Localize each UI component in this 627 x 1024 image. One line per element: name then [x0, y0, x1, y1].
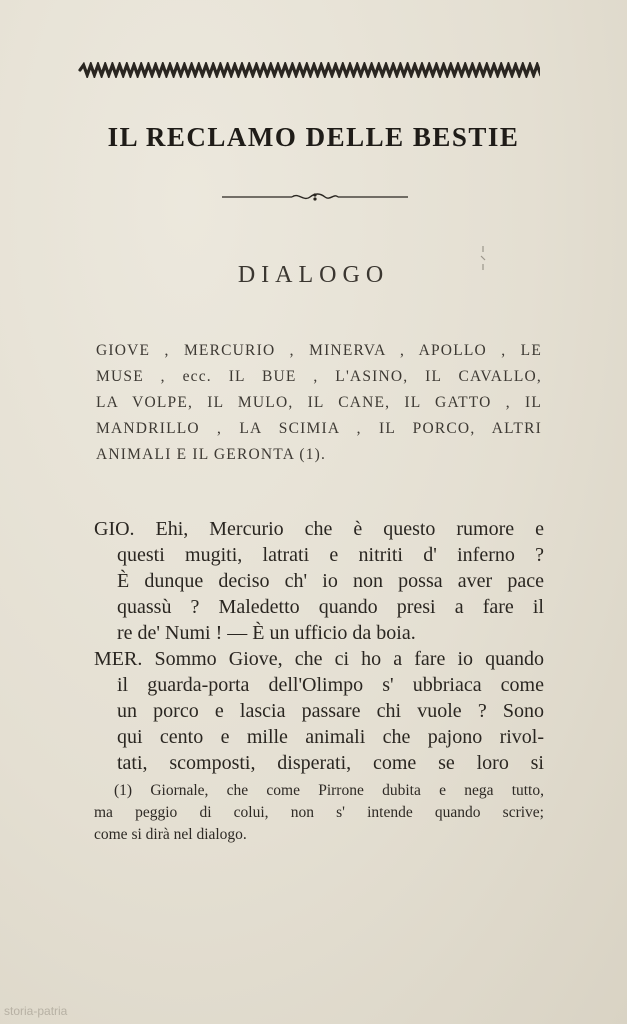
dialog-line: un porco e lascia passare chi vuole ? Sono — [117, 700, 544, 722]
dialog-line: il guarda-porta dell'Olimpo s' ubbriaca come — [117, 674, 544, 696]
characters-line: ANIMALI E IL GERONTA (1). — [96, 446, 327, 463]
dialog-line: qui cento e mille animali che pajono rivol- — [117, 726, 544, 748]
section-heading: DIALOGO — [237, 262, 390, 288]
title-divider-ornament — [222, 190, 408, 204]
dialog-line: È dunque deciso ch' io non possa aver pace — [117, 570, 544, 592]
watermark: storia-patria — [4, 1004, 68, 1018]
top-ornament-border — [78, 62, 540, 78]
dialog-line: quassù ? Maledetto quando presi a fare il — [117, 596, 544, 618]
footnote-line: ma peggio di colui, non s' intende quando scrive; — [94, 804, 544, 821]
footnote — [94, 780, 544, 846]
dialog-text — [94, 516, 544, 776]
characters-line: MANDRILLO , LA SCIMIA , IL PORCO, ALTRI — [96, 420, 542, 437]
dialog-line: GIO. Ehi, Mercurio che è questo rumore e — [94, 518, 544, 540]
footnote-line: (1) Giornale, che come Pirrone dubita e nega tutto, — [114, 782, 544, 799]
dialog-line: MER. Sommo Giove, che ci ho a fare io quando — [94, 648, 544, 670]
page-title: IL RECLAMO DELLE BESTIE — [107, 122, 520, 152]
footnote-line: come si dirà nel dialogo. — [94, 826, 247, 843]
dialog-line: re de' Numi ! — È un ufficio da boia. — [117, 622, 416, 644]
dialog-line: tati, scomposti, disperati, come se loro si — [117, 752, 544, 774]
dramatis-personae — [96, 338, 542, 468]
characters-line: MUSE , ecc. IL BUE , L'ASINO, IL CAVALLO, — [96, 368, 542, 385]
dialog-line: questi mugiti, latrati e nitriti d' inferno ? — [117, 544, 544, 566]
characters-line: GIOVE , MERCURIO , MINERVA , APOLLO , LE — [96, 342, 542, 359]
characters-line: LA VOLPE, IL MULO, IL CANE, IL GATTO , IL — [96, 394, 542, 411]
